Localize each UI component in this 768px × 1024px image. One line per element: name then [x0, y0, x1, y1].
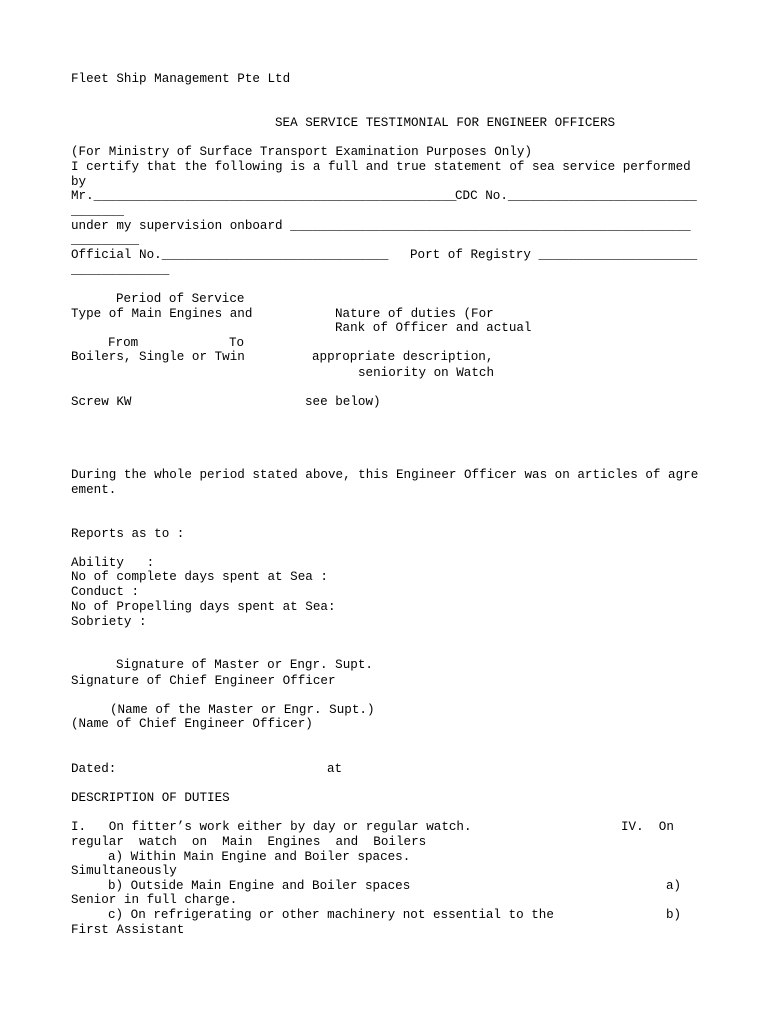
company-name: Fleet Ship Management Pte Ltd [71, 72, 291, 86]
duty-iv-b: b) [666, 908, 682, 922]
duty-iv-regular-watch: regular watch on Main Engines and Boilers [71, 835, 427, 849]
certify-by: by [71, 175, 87, 189]
header-boilers: Boilers, Single or Twin [71, 350, 245, 364]
name-master-label: (Name of the Master or Engr. Supt.) [110, 703, 375, 717]
header-see-below: see below) [305, 395, 381, 409]
port-of-registry-field-cont: _____________ [71, 263, 170, 277]
duty-iv-simultaneously: Simultaneously [71, 864, 177, 878]
duty-iv-a: a) [666, 879, 682, 893]
signature-master-label: Signature of Master or Engr. Supt. [116, 658, 373, 672]
header-seniority-on-watch: seniority on Watch [358, 366, 495, 380]
report-sobriety: Sobriety : [71, 615, 147, 629]
header-to: To [229, 336, 245, 350]
report-propelling-days: No of Propelling days spent at Sea: [71, 600, 336, 614]
name-chief-label: (Name of Chief Engineer Officer) [71, 717, 313, 731]
duty-i-a: a) Within Main Engine and Boiler spaces. [108, 850, 411, 864]
report-ability: Ability : [71, 556, 155, 570]
duty-iv-b-first-assistant: First Assistant [71, 923, 185, 937]
articles-statement: During the whole period stated above, this Engineer Officer was on articles of agre [71, 468, 699, 482]
header-from: From [108, 336, 139, 350]
supervision-vessel-field-cont: _________ [71, 233, 140, 247]
dated-label: Dated: [71, 762, 117, 776]
articles-statement-cont: ement. [71, 483, 117, 497]
supervision-vessel-field[interactable]: under my supervision onboard _____________________________________________________ [71, 219, 691, 233]
port-of-registry-field[interactable]: Port of Registry _____________________ [410, 248, 698, 262]
duty-i-c: c) On refrigerating or other machinery not essential to the [108, 908, 554, 922]
mr-name-field[interactable]: Mr.________________________________________________ [71, 189, 457, 203]
report-days-at-sea: No of complete days spent at Sea : [71, 570, 328, 584]
header-screw-kw: Screw KW [71, 395, 132, 409]
reports-heading: Reports as to : [71, 527, 185, 541]
header-nature-of-duties: Nature of duties (For [335, 307, 494, 321]
report-conduct: Conduct : [71, 585, 140, 599]
header-period-of-service: Period of Service [116, 292, 245, 306]
document-title: SEA SERVICE TESTIMONIAL FOR ENGINEER OFFICERS [275, 116, 616, 130]
official-number-field[interactable]: Official No.______________________________ [71, 248, 389, 262]
header-rank-of-officer: Rank of Officer and actual [335, 321, 532, 335]
cdc-number-field[interactable]: CDC No._________________________ [455, 189, 697, 203]
signature-chief-label: Signature of Chief Engineer Officer [71, 674, 336, 688]
header-type-main-engines: Type of Main Engines and [71, 307, 253, 321]
certify-statement: I certify that the following is a full and true statement of sea service performed [71, 160, 691, 174]
duties-heading: DESCRIPTION OF DUTIES [71, 791, 230, 805]
duty-iv: IV. On [621, 820, 674, 834]
dated-at-label: at [327, 762, 343, 776]
header-appropriate-description: appropriate description, [312, 350, 494, 364]
purpose-note: (For Ministry of Surface Transport Examination Purposes Only) [71, 145, 533, 159]
duty-i: I. On fitter’s work either by day or regular watch. [71, 820, 472, 834]
duty-i-b: b) Outside Main Engine and Boiler spaces [108, 879, 411, 893]
duty-iv-a-senior: Senior in full charge. [71, 893, 238, 907]
cdc-number-field-cont: _______ [71, 204, 124, 218]
